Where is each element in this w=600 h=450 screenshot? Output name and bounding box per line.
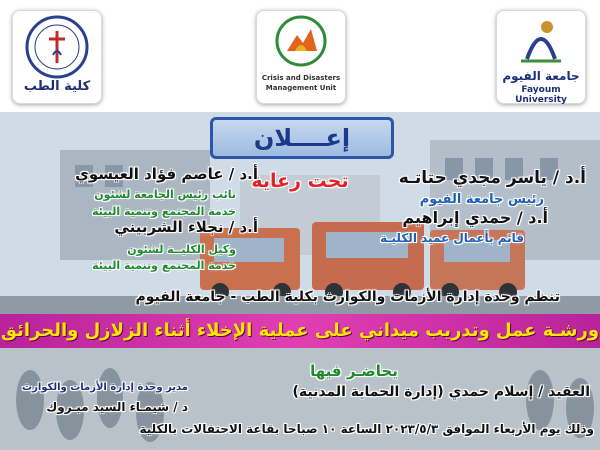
speaker-heading: يحاضـر فيها: [310, 362, 398, 380]
crisis-unit-caption-1: Crisis and Disasters: [261, 74, 341, 82]
under-patronage-label: تحت رعاية: [251, 170, 349, 192]
announcement-box: إعــــلان: [210, 117, 394, 159]
patron-3-title-1: نائب رئيس الجامعة لشئون: [94, 188, 236, 201]
fayoum-university-logo: [497, 11, 585, 71]
crisis-unit-caption-2: Management Unit: [265, 84, 337, 92]
patron-4-title-1: وكيل الكليــة لشئون: [127, 243, 236, 256]
crisis-unit-logo-card: [256, 10, 346, 104]
datetime-line: وذلك يوم الأربعاء الموافق ٢٠٢٣/٥/٣ الساعة ١٠ صباحا بقاعة الاحتفالات بالكلية: [139, 422, 594, 436]
faculty-of-medicine-logo: [13, 11, 101, 81]
director-title: مدير وحدة إدارة الأزمات والكوارث: [22, 382, 188, 393]
patron-3-title-2: خدمة المجتمع وتنمية البيئة: [92, 205, 236, 218]
workshop-title: ورشـة عمل وتدريب ميداني على عملية الإخلاء أثناء الزلازل والحرائق: [0, 320, 600, 341]
university-logo-card: [496, 10, 586, 104]
patron-4-title-2: خدمة المجتمع وتنمية البيئة: [92, 259, 236, 272]
patron-2-name: أ.د / حمدي إبراهيم: [402, 208, 548, 227]
faculty-logo-caption: كلية الطب: [23, 79, 91, 94]
faculty-logo-card: [12, 10, 102, 104]
patron-1-title: رئيس جامعة الفيوم: [419, 192, 544, 207]
crisis-unit-logo: [257, 11, 345, 73]
university-caption-en: Fayoum University: [515, 85, 567, 105]
patron-4-name: أ.د / نجلاء الشربيني: [114, 218, 258, 236]
patron-2-title: قائم بأعمال عميد الكليـة: [380, 231, 524, 245]
patron-1-name: أ.د / ياسر مجدي حتاتـه: [398, 168, 586, 188]
director-name: د / شيمـاء السيد مبـروك: [46, 400, 188, 414]
speaker-name: العقيد / إسلام حمدي (إدارة الحماية المدنية): [292, 384, 590, 400]
organizer-line: تنظم وحدة إدارة الأزمات والكوارث بكلية الطب - جامعة الفيوم: [135, 289, 560, 305]
university-caption-ar: جامعة الفيوم: [502, 69, 580, 83]
patron-3-name: أ.د / عاصم فؤاد العيسوي: [75, 165, 258, 183]
